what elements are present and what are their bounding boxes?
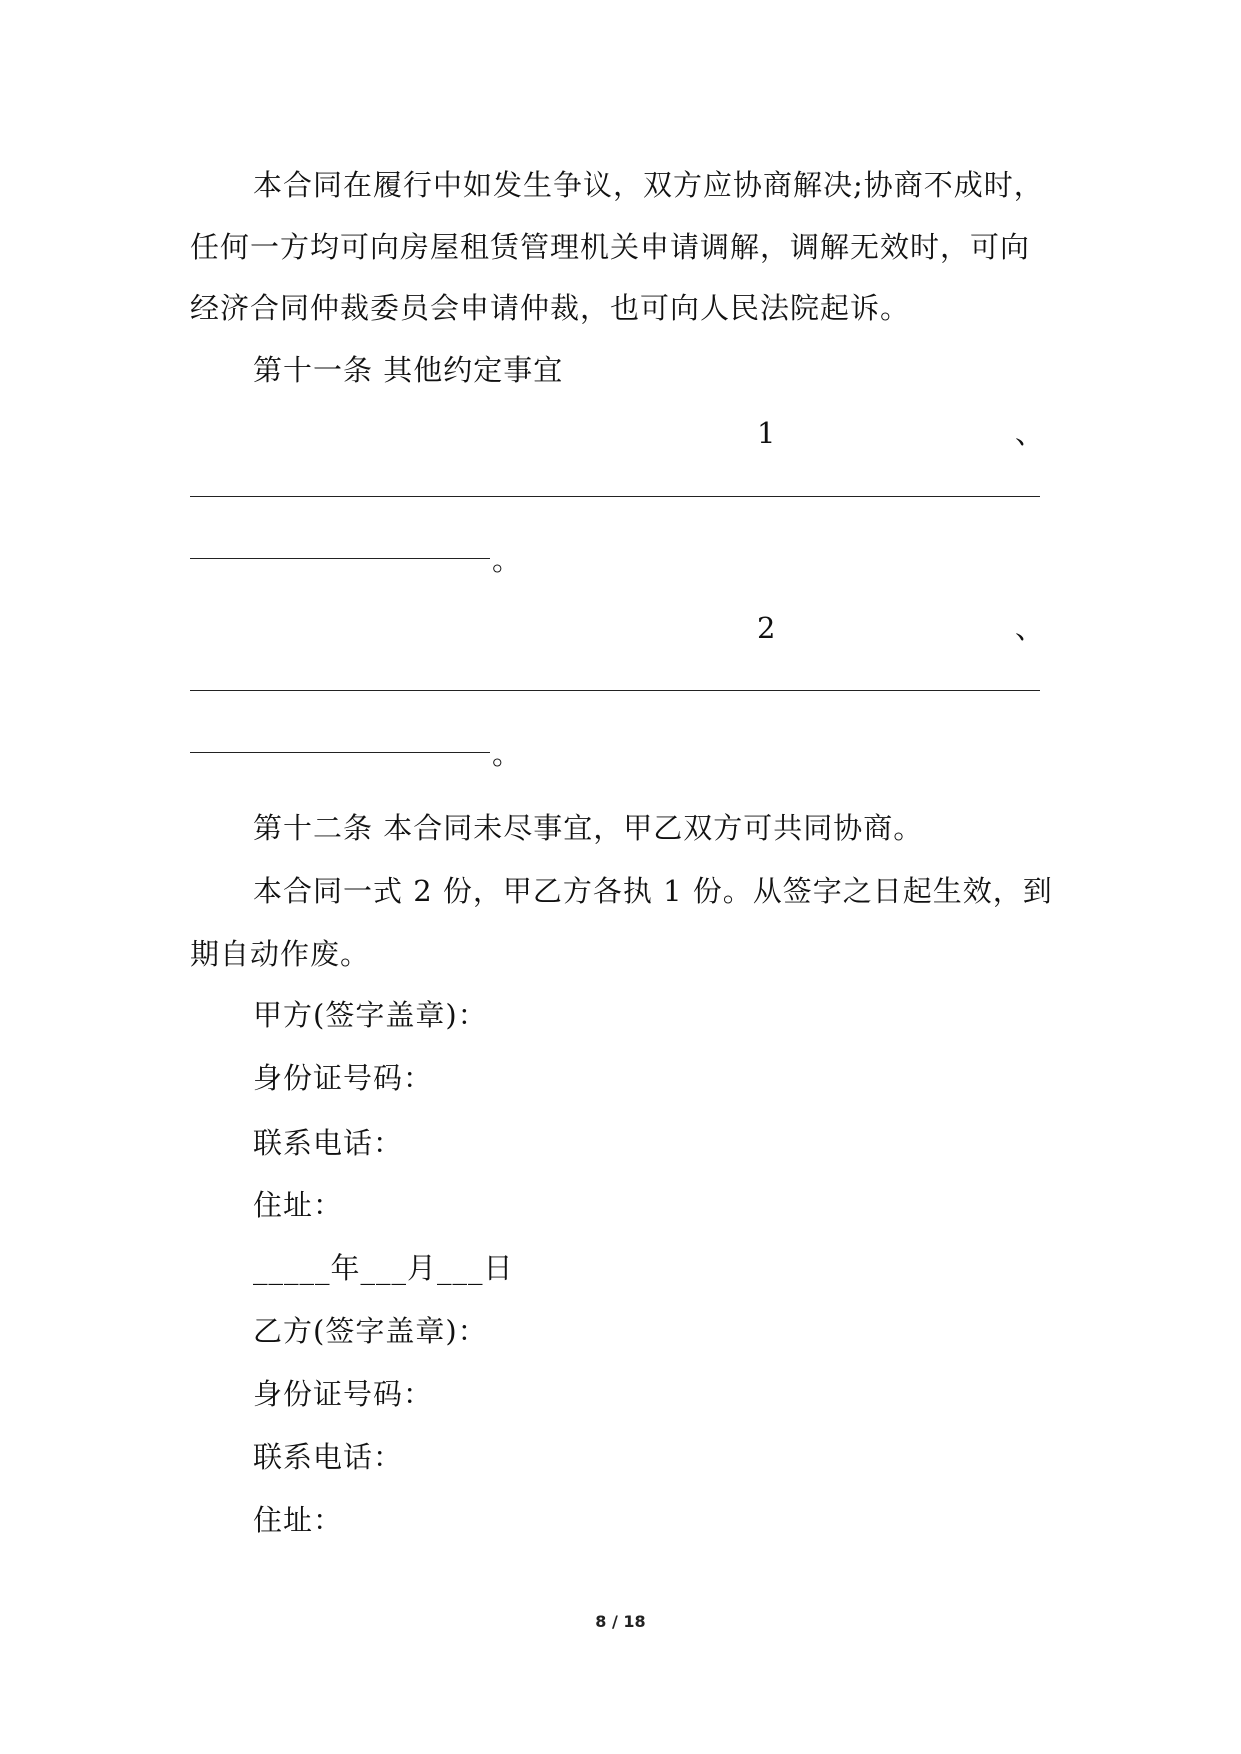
item-1-blank-line-2 [190, 558, 490, 559]
item-1-end-mark: 。 [492, 543, 522, 577]
party-a-id-label: 身份证号码： [253, 1061, 434, 1095]
item-2-blank-line-2 [190, 752, 490, 753]
dispute-clause-line-2: 任何一方均可向房屋租赁管理机关申请调解，调解无效时，可向 [190, 230, 1031, 264]
copies-clause-line-2: 期自动作废。 [190, 937, 371, 971]
page-number: 8 / 18 [595, 1612, 646, 1631]
article-11-heading: 第十一条 其他约定事宜 [253, 353, 564, 387]
item-2-mark: 、 [1014, 611, 1045, 645]
party-a-phone-label: 联系电话： [253, 1126, 404, 1160]
party-b-signature-label: 乙方(签字盖章)： [253, 1314, 488, 1348]
item-1-number: 1 [757, 416, 777, 450]
party-b-id-label: 身份证号码： [253, 1377, 434, 1411]
item-1-mark: 、 [1014, 416, 1045, 450]
item-2-number: 2 [757, 611, 777, 645]
party-a-date-line: _____年___月___日 [253, 1251, 514, 1285]
item-1-blank-line-1 [190, 496, 1040, 497]
article-12-text: 第十二条 本合同未尽事宜，甲乙双方可共同协商。 [253, 811, 924, 845]
party-b-phone-label: 联系电话： [253, 1440, 404, 1474]
copies-clause-line-1: 本合同一式 2 份，甲乙方各执 1 份。从签字之日起生效，到 [253, 874, 1053, 908]
item-1-row [190, 408, 1055, 458]
dispute-clause-line-1: 本合同在履行中如发生争议，双方应协商解决;协商不成时， [253, 168, 1044, 202]
item-2-end-mark: 。 [492, 737, 522, 771]
party-b-address-label: 住址： [253, 1503, 344, 1537]
item-2-blank-line-1 [190, 690, 1040, 691]
party-a-address-label: 住址： [253, 1188, 344, 1222]
item-2-row [190, 603, 1055, 653]
party-a-signature-label: 甲方(签字盖章)： [253, 998, 488, 1032]
dispute-clause-line-3: 经济合同仲裁委员会申请仲裁，也可向人民法院起诉。 [190, 291, 911, 325]
